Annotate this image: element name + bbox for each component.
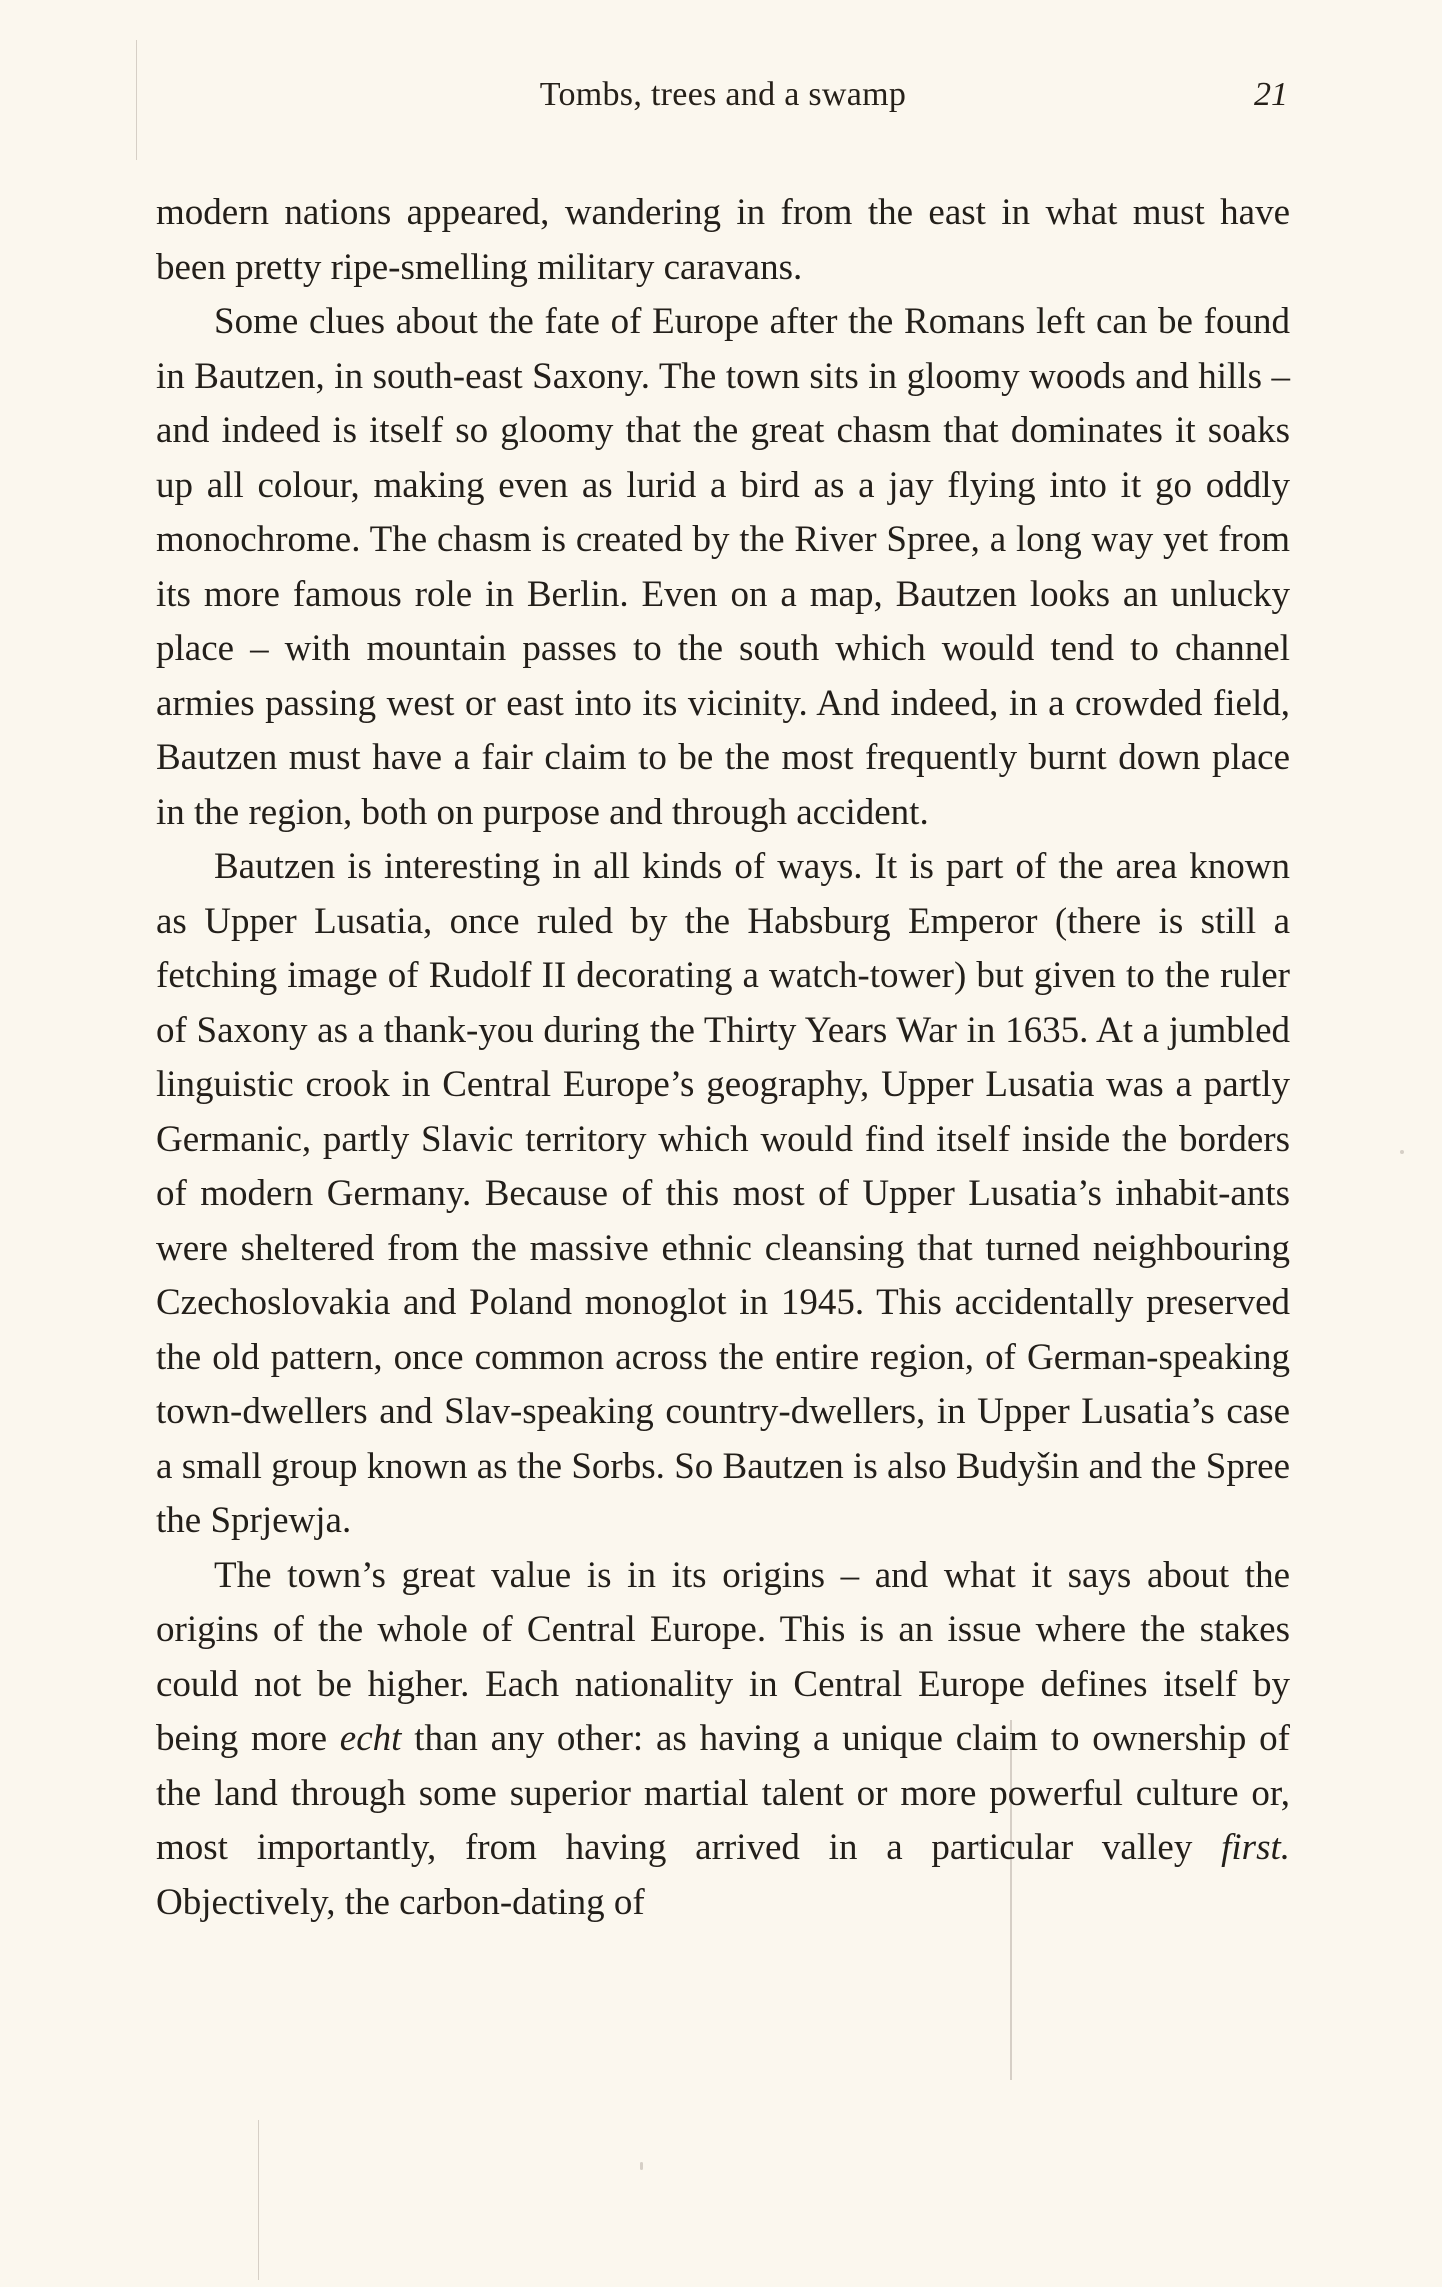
paragraph-1: modern nations appeared, wandering in from the east in what must have been pretty ripe-smelling military caravans.	[156, 192, 1290, 288]
paragraph-2: Some clues about the fate of Europe after the Romans left can be found in Bautzen, in south-east Saxony. The town sits in gloomy woods and hills – and indeed is itself so gloomy that the great chasm that dominates it soaks up all colour, making even as lurid a bird as a jay flying into it go oddly monochrome. The chasm is created by the River Spree, a long way yet from its more famous role in Berlin. Even on a map, Bautzen looks an unlucky place – with mountain passes to the south which would tend to channel armies passing west or east into its vicinity. And indeed, in a crowded field, Bautzen must have a fair claim to be the most frequently burnt down place in the region, both on purpose and through accident.	[156, 301, 1290, 833]
italic-word-first: first.	[1221, 1827, 1290, 1868]
scan-line-bottom-left	[258, 2120, 259, 2280]
page-number: 21	[1254, 76, 1288, 113]
paragraph-4-part-2: than any other: as having a unique claim to ownership of the land through some superior martial talent or more powerful culture or, most importantly, from having arrived in a particular valley	[156, 1718, 1290, 1868]
paragraph-3: Bautzen is interesting in all kinds of ways. It is part of the area known as Upper Lusatia, once ruled by the Habsburg Emperor (there is still a fetching image of Rudolf II decorating a watch-tower) but given to the ruler of Saxony as a thank-you during the Thirty Years War in 1635. At a jumbled linguistic crook in Central Europe’s geography, Upper Lusatia was a partly Germanic, partly Slavic territory which would find itself inside the borders of modern Germany. Because of this most of Upper Lusatia’s inhabit-ants were sheltered from the massive ethnic cleansing that turned neighbouring Czechoslovakia and Poland monoglot in 1945. This accidentally preserved the old pattern, once common across the entire region, of German-speaking town-dwellers and Slav-speaking country-dwellers, in Upper Lusatia’s case a small group known as the Sorbs. So Bautzen is also Budyšin and the Spree the Sprjewja.	[156, 846, 1290, 1541]
italic-word-echt: echt	[339, 1718, 402, 1759]
scan-line-middle	[1010, 1720, 1012, 2080]
scan-dot-bottom	[640, 2162, 643, 2170]
paragraph-4-part-3: Objectively, the carbon-dating of	[156, 1881, 645, 1923]
running-title: Tombs, trees and a swamp	[539, 76, 907, 113]
paragraph-4-part-1: The town’s great value is in its origins – and what it says about the origins of the whole of Central Europe. This is an issue where the stakes could not be higher. Each nationality in Central Europe defines itself by being more	[156, 1554, 1290, 1759]
paragraph-4	[156, 1549, 1290, 1931]
running-head	[158, 76, 1288, 124]
scan-dot-right	[1400, 1150, 1404, 1154]
scan-line-left	[136, 40, 137, 160]
body-text	[156, 186, 1290, 1930]
